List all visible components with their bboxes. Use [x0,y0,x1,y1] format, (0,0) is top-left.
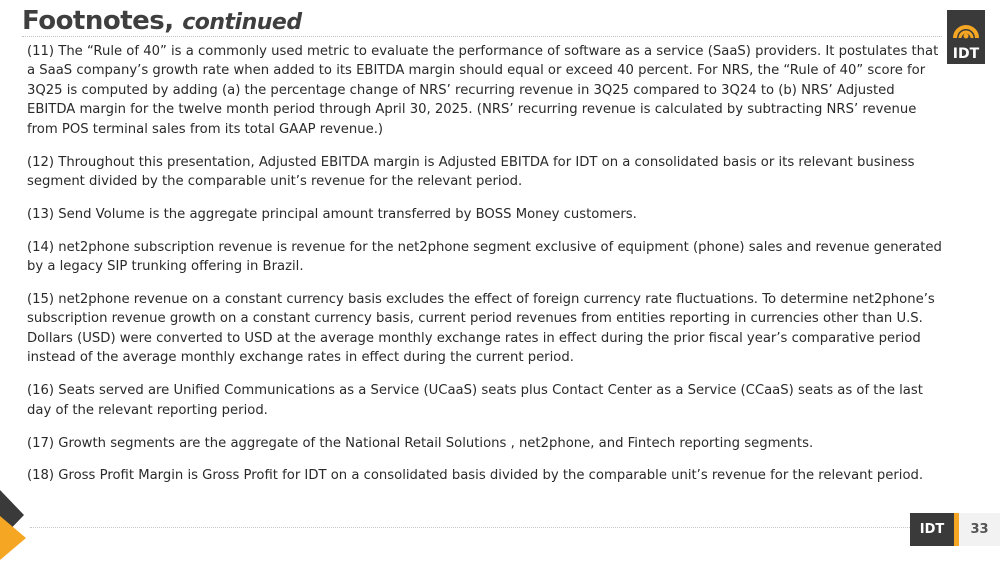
title-main: Footnotes, [22,6,174,36]
footer-divider [30,527,910,528]
page-number: 33 [959,513,1000,546]
header-divider [22,36,942,37]
footnote-12: (12) Throughout this presentation, Adjusted EBITDA margin is Adjusted EBITDA for IDT on a consolidated basis or its relevant business segment divided by the comparable unit’s revenue for the relevant period. [27,154,915,189]
footnote-14: (14) net2phone subscription revenue is revenue for the net2phone segment exclusive of equipment (phone) sales and revenue generated by a legacy SIP trunking offering in Brazil. [27,239,942,275]
footnotes-body [27,42,942,499]
footnote-17: (17) Growth segments are the aggregate of the National Retail Solutions , net2phone, and Fintech reporting segments. [27,435,814,451]
footnote-13: (13) Send Volume is the aggregate principal amount transferred by BOSS Money customers. [27,206,637,222]
title-subtitle: continued [182,10,302,35]
idt-logo [947,10,985,64]
footnote-16: (16) Seats served are Unified Communications as a Service (UCaaS) seats plus Contact Center as a Service (CCaaS) seats as of the last day of the relevant reporting period. [27,383,923,418]
idt-logo-icon [947,10,985,50]
footer-brand: IDT [910,513,954,546]
footnote-11: (11) The “Rule of 40” is a commonly used metric to evaluate the performance of software as a service (SaaS) providers. It postulates that a SaaS company’s growth rate when added to its EBITDA margin should equal or exceed 40 percent. For NRS, the “Rule of 40” score for 3Q25 is computed by adding (a) the percentage change of NRS’ recurring revenue in 3Q25 compared to 3Q24 to (b) NRS’ Adjusted EBITDA margin for the twelve month period through April 30, 2025. (NRS’ recurring revenue is calculated by subtracting NRS’ revenue from POS terminal sales from its total GAAP revenue.) [27,44,939,137]
footnote-15: (15) net2phone revenue on a constant currency basis excludes the effect of foreign currency rate fluctuations. To determine net2phone’s subscription revenue growth on a constant currency basis, current period revenues from entities reporting in currencies other than U.S. Dollars (USD) were converted to USD at the average monthly exchange rates in effect during the prior fiscal year’s comparative period instead of the average monthly exchange rates in effect during the current period. [27,292,935,366]
corner-chevron-decoration [0,490,30,563]
footnote-18: (18) Gross Profit Margin is Gross Profit for IDT on a consolidated basis divided by the comparable unit’s revenue for the relevant period. [27,468,924,484]
logo-text: IDT [952,46,980,62]
page-title [22,4,302,40]
